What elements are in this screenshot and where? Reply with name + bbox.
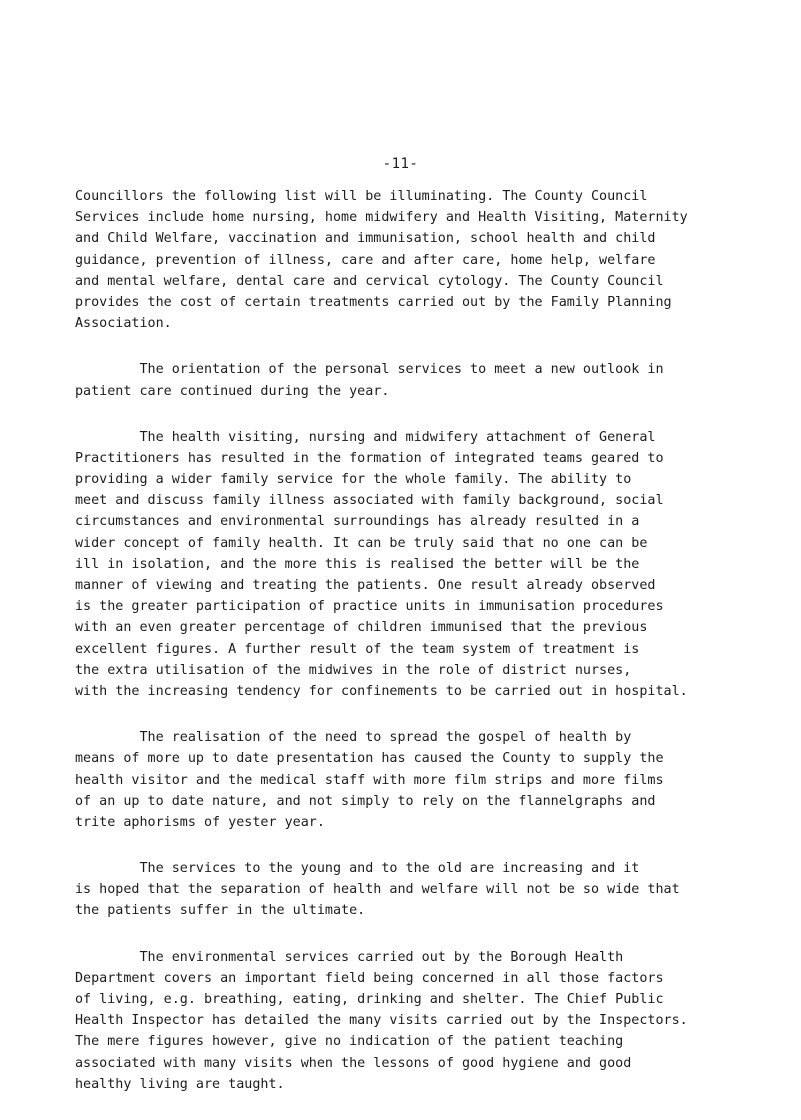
- text-line: is hoped that the separation of health and welfare will not be so wide that: [75, 882, 680, 898]
- text-line: Practitioners has resulted in the formation of integrated teams geared to: [75, 450, 664, 466]
- text-line: The orientation of the personal services to meet a new outlook in: [75, 362, 664, 378]
- text-line: meet and discuss family illness associated with family background, social: [75, 493, 664, 509]
- text-line: associated with many visits when the lessons of good hygiene and good: [75, 1055, 632, 1071]
- text-line: health visitor and the medical staff with more film strips and more films: [75, 772, 664, 788]
- text-line: trite aphorisms of yester year.: [75, 814, 325, 830]
- text-line: patient care continued during the year.: [75, 383, 390, 399]
- text-line: Health Inspector has detailed the many visits carried out by the Inspectors.: [75, 1013, 688, 1029]
- text-line: Services include home nursing, home midwifery and Health Visiting, Maternity: [75, 210, 688, 226]
- text-line: wider concept of family health. It can be truly said that no one can be: [75, 535, 648, 551]
- text-line: of an up to date nature, and not simply to rely on the flannelgraphs and: [75, 793, 656, 809]
- text-line: manner of viewing and treating the patients. One result already observed: [75, 578, 656, 593]
- text-line: with an even greater percentage of children immunised that the previous: [75, 620, 648, 636]
- text-line: the patients suffer in the ultimate.: [75, 903, 366, 919]
- text-line: The health visiting, nursing and midwifery attachment of General: [75, 429, 656, 445]
- paragraph-orientation: [75, 359, 775, 401]
- text-line: providing a wider family service for the whole family. The ability to: [75, 472, 632, 488]
- paragraph-health-education: [75, 727, 775, 833]
- text-line: with the increasing tendency for confinements to be carried out in hospital.: [75, 683, 688, 699]
- text-line: Department covers an important field being concerned in all those factors: [75, 970, 664, 986]
- text-line: The realisation of the need to spread the gospel of health by: [75, 730, 632, 746]
- text-line: is the greater participation of practice units in immunisation procedures: [75, 599, 664, 615]
- paragraph-young-and-old: [75, 858, 775, 922]
- text-line: and mental welfare, dental care and cervical cytology. The County Council: [75, 273, 664, 289]
- document-body: [75, 186, 775, 1120]
- paragraph-council-services: [75, 186, 775, 334]
- text-line: excellent figures. A further result of the team system of treatment is: [75, 641, 640, 657]
- text-line: means of more up to date presentation has caused the County to supply the: [75, 751, 664, 767]
- text-line: the extra utilisation of the midwives in the role of district nurses,: [75, 662, 632, 678]
- text-line: Councillors the following list will be illuminating. The County Council: [75, 189, 648, 204]
- paragraph-attachment: [75, 427, 775, 702]
- text-line: The environmental services carried out by the Borough Health: [75, 949, 624, 965]
- text-line: ill in isolation, and the more this is realised the better will be the: [75, 556, 640, 572]
- text-line: healthy living are taught.: [75, 1076, 285, 1092]
- text-line: of living, e.g. breathing, eating, drinking and shelter. The Chief Public: [75, 992, 664, 1007]
- text-line: provides the cost of certain treatments carried out by the Family Planning: [75, 294, 672, 310]
- text-line: The mere figures however, give no indication of the patient teaching: [75, 1034, 624, 1050]
- page-number: -11-: [382, 156, 419, 172]
- text-line: Association.: [75, 316, 172, 332]
- text-line: and Child Welfare, vaccination and immunisation, school health and child: [75, 231, 656, 247]
- paragraph-environmental-services: [75, 947, 775, 1095]
- text-line: The services to the young and to the old are increasing and it: [75, 861, 640, 877]
- text-line: circumstances and environmental surroundings has already resulted in a: [75, 514, 640, 530]
- text-line: guidance, prevention of illness, care and after care, home help, welfare: [75, 252, 656, 268]
